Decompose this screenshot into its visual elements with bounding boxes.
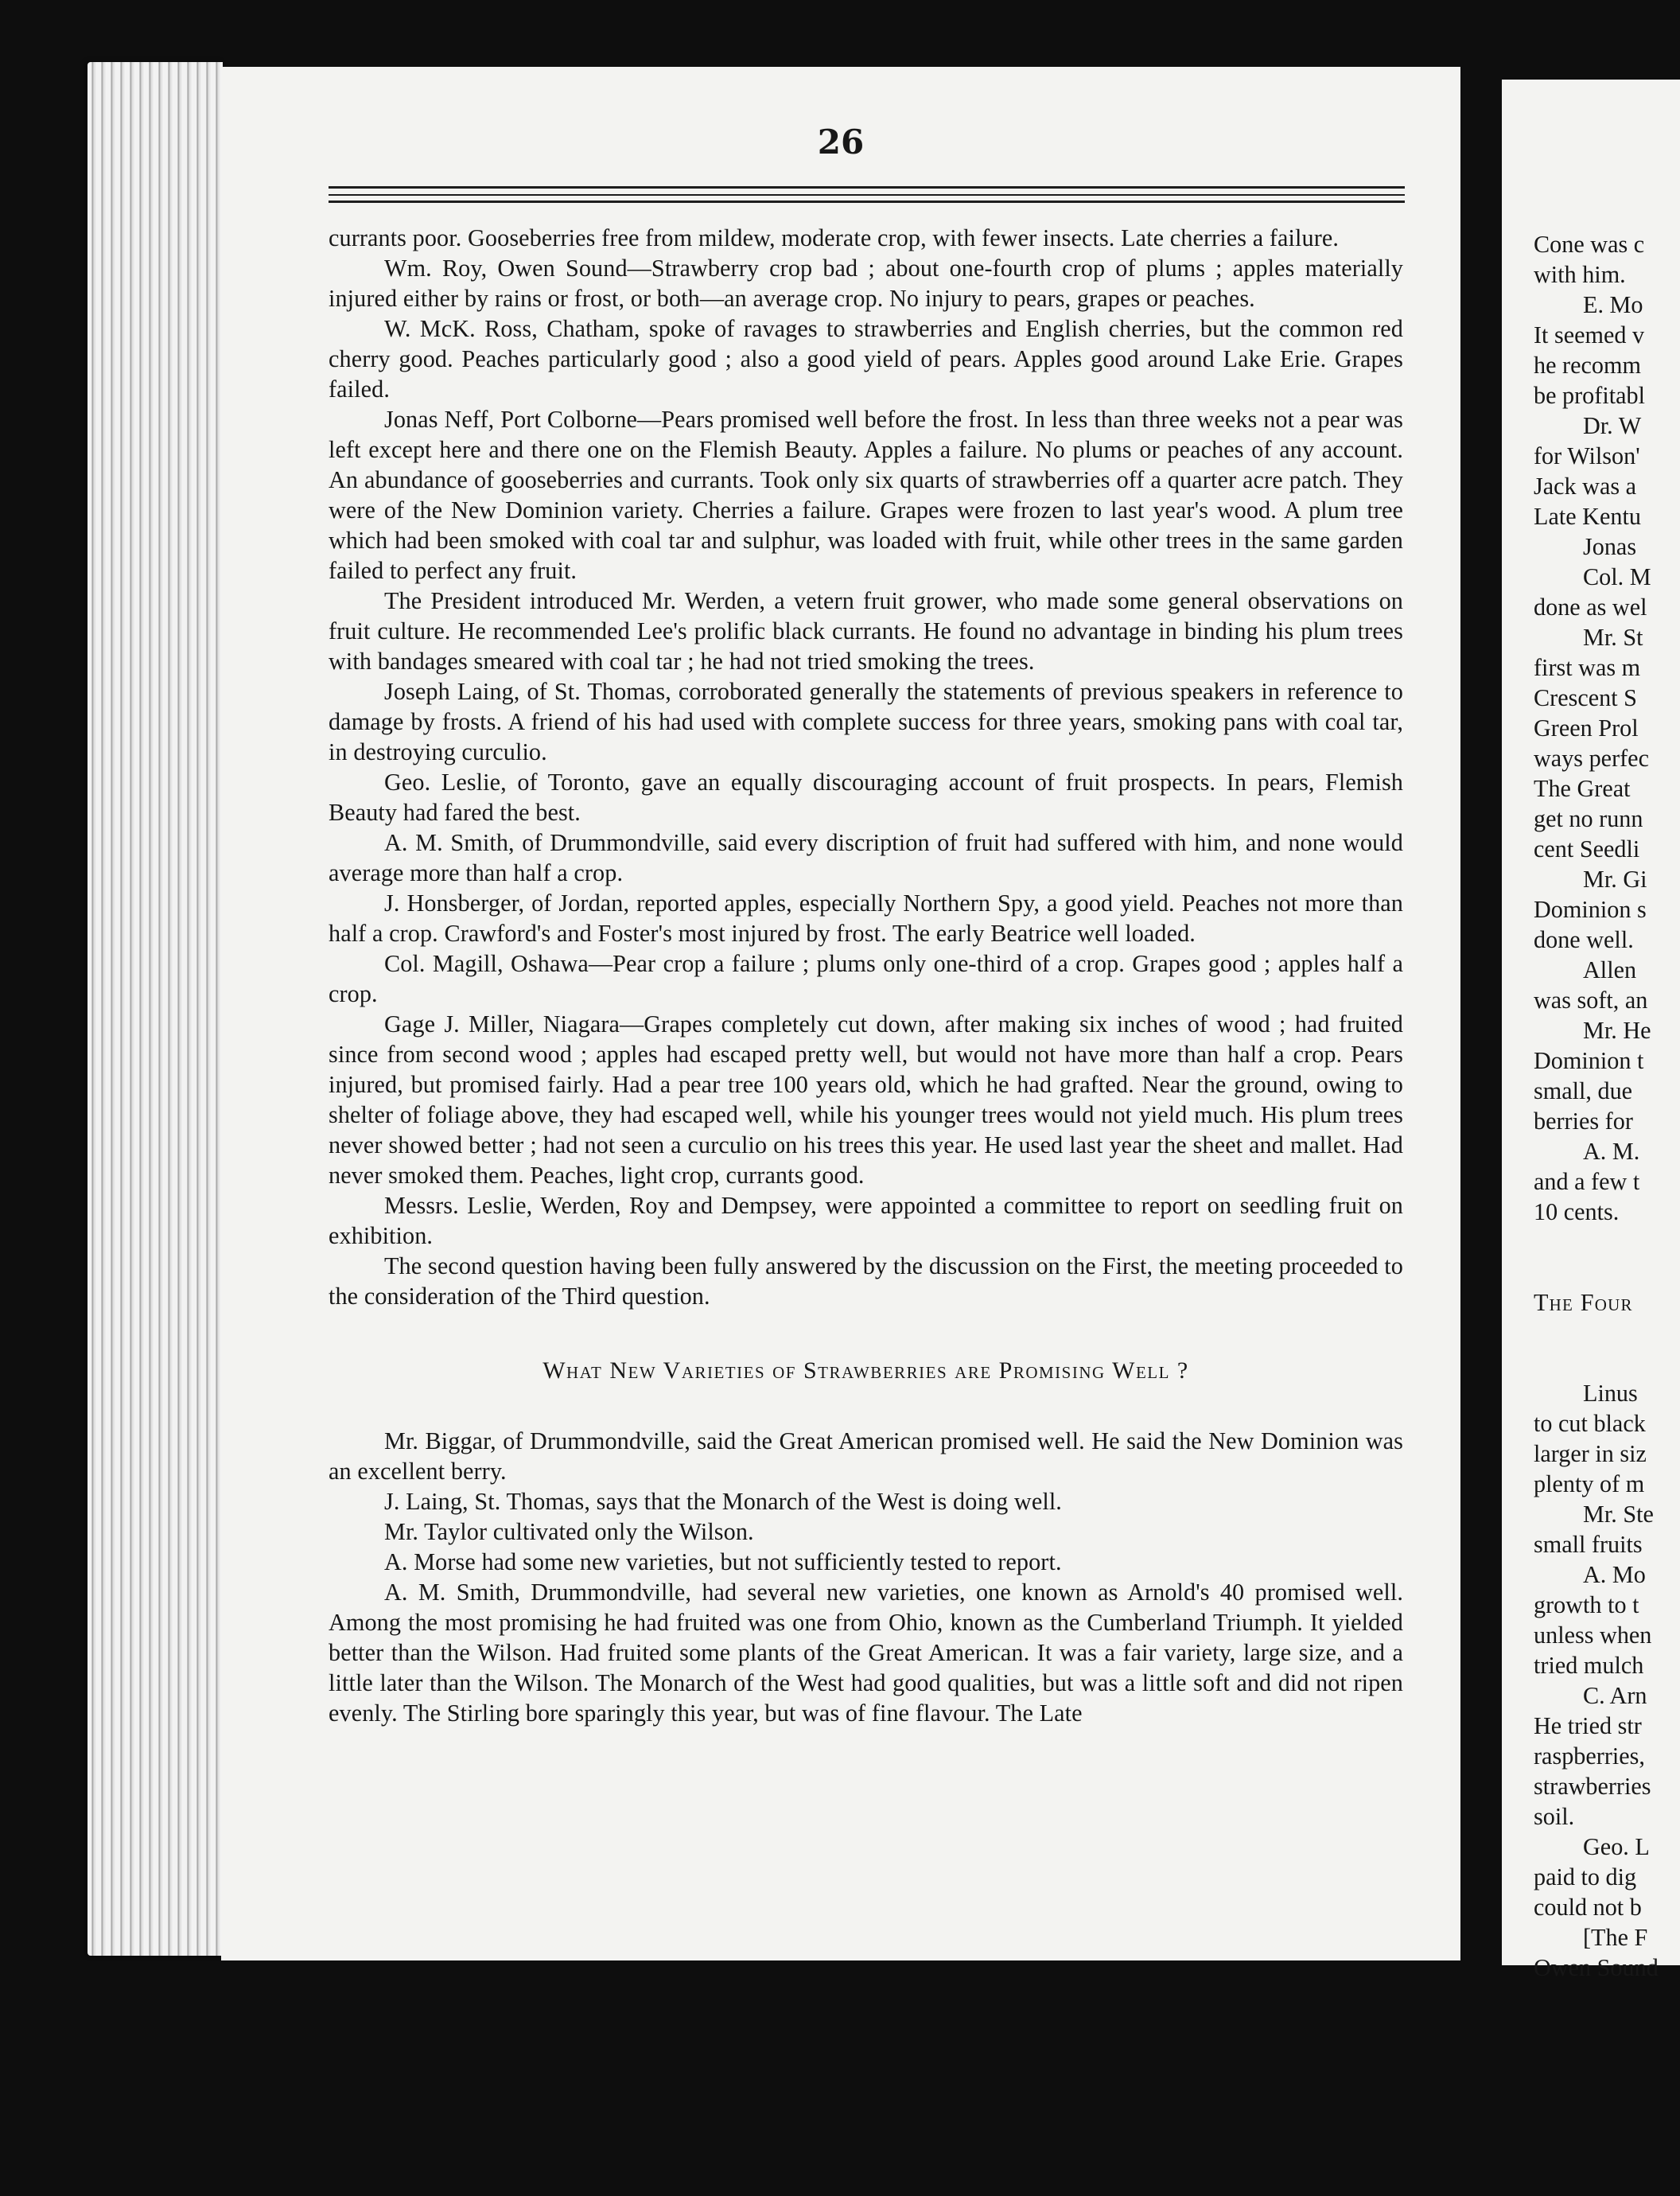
paragraph: J. Laing, St. Thomas, says that the Monarch of the West is doing well. xyxy=(384,1488,1062,1515)
right-page-line: Late Kentu xyxy=(1534,503,1641,530)
right-page-line: berries for xyxy=(1534,1108,1633,1135)
right-page-line: tried mulch xyxy=(1534,1652,1644,1679)
right-page-line: E. Mo xyxy=(1583,291,1643,318)
paragraph: Mr. Taylor cultivated only the Wilson. xyxy=(384,1518,754,1545)
right-page-line: Green Prol xyxy=(1534,714,1639,742)
right-page-line: Geo. L xyxy=(1583,1833,1650,1860)
right-page-line: Cone was c xyxy=(1534,231,1645,258)
right-page-line: strawberries xyxy=(1534,1773,1651,1800)
paragraph: Gage J. Miller, Niagara—Grapes completely cut down, after making six inches of wood ; had fruited since from second wood ; apples had escaped pretty well, but would not have more than half a crop. Pears injured, but promised fairly. Had a pear tree 100 years old, which he had grafted. Near the ground, owing to shelter of foliage above, they had escaped well, while his younger trees would not yield much. His plum trees never showed better ; had not seen a curculio on his trees this year. He used last year the sheet and mallet. Had never smoked them. Peaches, light crop, currants good. xyxy=(329,1010,1403,1189)
paragraph: currants poor. Gooseberries free from mildew, moderate crop, with fewer insects. Late cherries a failure. xyxy=(329,224,1340,251)
paragraph: W. McK. Ross, Chatham, spoke of ravages to strawberries and English cherries, but the common red cherry good. Peaches particularly good ; also a good yield of pears. Apples good around Lake Erie. Grapes failed. xyxy=(329,315,1403,403)
right-page-line: A. Mo xyxy=(1583,1561,1646,1588)
right-page-text xyxy=(1534,229,1680,1983)
right-page-line: was soft, an xyxy=(1534,987,1648,1014)
header-rule-bottom xyxy=(329,201,1405,203)
right-page-line: He tried str xyxy=(1534,1712,1642,1739)
right-page-line: Col. M xyxy=(1583,563,1651,590)
right-page-line: small, due xyxy=(1534,1077,1633,1104)
right-page-line: Dr. W xyxy=(1583,412,1642,439)
left-page xyxy=(221,67,1460,1960)
right-page-line: The Great xyxy=(1534,775,1631,802)
right-page-line: ways perfec xyxy=(1534,745,1649,772)
right-page-line: unless when xyxy=(1534,1622,1652,1649)
right-page-line: paid to dig xyxy=(1534,1863,1637,1890)
right-page-line: larger in siz xyxy=(1534,1440,1647,1467)
paragraph: A. M. Smith, of Drummondville, said every discription of fruit had suffered with him, and none would average more than half a crop. xyxy=(329,829,1403,886)
right-page-line: Owen Sound xyxy=(1534,1954,1659,1981)
right-page-line: be profitabl xyxy=(1534,382,1645,409)
right-page-line: plenty of m xyxy=(1534,1470,1645,1497)
right-page-line: for Wilson' xyxy=(1534,442,1640,469)
paragraph: Mr. Biggar, of Drummondville, said the Great American promised well. He said the New Dominion was an excellent berry. xyxy=(329,1427,1403,1485)
header-rule-middle xyxy=(329,194,1405,196)
right-page-line: done well. xyxy=(1534,926,1634,953)
right-page-line: Crescent S xyxy=(1534,684,1637,711)
right-page-line: he recomm xyxy=(1534,352,1641,379)
right-page-line: Mr. Ste xyxy=(1583,1501,1654,1528)
paragraph: Joseph Laing, of St. Thomas, corroborated generally the statements of previous speakers in reference to damage by frosts. A friend of his had used with complete success for three years, smoking pans with coal tar, in destroying curculio. xyxy=(329,678,1403,765)
right-page-line: A. M. xyxy=(1583,1138,1640,1165)
section-heading: What New Varieties of Strawberries are Promising Well ? xyxy=(542,1357,1189,1384)
right-page-line: Dominion t xyxy=(1534,1047,1644,1074)
paragraph: J. Honsberger, of Jordan, reported apples, especially Northern Spy, a good yield. Peaches not more than half a crop. Crawford's and Foster's most injured by frost. The early Beatrice well loaded. xyxy=(329,890,1403,947)
paragraph: A. M. Smith, Drummondville, had several new varieties, one known as Arnold's 40 promised well. Among the most promising he had fruited was one from Ohio, known as the Cumberland Triumph. It yielded better than the Wilson. Had fruited some plants of the Great American. It was a fair variety, large size, and a little later than the Wilson. The Monarch of the West had good qualities, but was a little soft and did not ripen evenly. The Stirling bore sparingly this year, but was of fine flavour. The Late xyxy=(329,1579,1403,1727)
right-page-fragment xyxy=(1502,80,1680,1981)
right-page-line: 10 cents. xyxy=(1534,1198,1620,1225)
page-number: 26 xyxy=(817,123,865,162)
right-page-line: done as wel xyxy=(1534,594,1647,621)
header-rule-top xyxy=(329,186,1405,189)
right-page-line: first was m xyxy=(1534,654,1641,681)
paragraph: The second question having been fully answered by the discussion on the First, the meeting proceeded to the consideration of the Third question. xyxy=(329,1252,1403,1310)
book-page-edges xyxy=(88,62,223,1956)
paragraph: Geo. Leslie, of Toronto, gave an equally discouraging account of fruit prospects. In pears, Flemish Beauty had fared the best. xyxy=(329,769,1403,826)
right-page-line: growth to t xyxy=(1534,1591,1639,1618)
right-page-line: Jack was a xyxy=(1534,473,1637,500)
right-page-line: cent Seedli xyxy=(1534,835,1640,862)
paragraph: A. Morse had some new varieties, but not sufficiently tested to report. xyxy=(384,1548,1062,1575)
right-page-line: Mr. St xyxy=(1583,624,1643,651)
page-body xyxy=(329,223,1403,1728)
paragraph: Messrs. Leslie, Werden, Roy and Dempsey, were appointed a committee to report on seedling fruit on exhibition. xyxy=(329,1192,1403,1249)
right-page-line: with him. xyxy=(1534,261,1626,288)
right-page-line: C. Arn xyxy=(1583,1682,1647,1709)
right-page-line: [The F xyxy=(1583,1924,1648,1951)
right-page-line: to cut black xyxy=(1534,1410,1646,1437)
right-page-line: Mr. Gi xyxy=(1583,866,1647,893)
right-page-line: get no runn xyxy=(1534,805,1643,832)
right-page-line: Allen xyxy=(1583,956,1637,983)
right-page-line: soil. xyxy=(1534,1803,1575,1830)
paragraph: The President introduced Mr. Werden, a vetern fruit grower, who made some general observations on fruit culture. He recommended Lee's prolific black currants. He found no advantage in binding his plum trees with bandages smeared with coal tar ; he had not tried smoking the trees. xyxy=(329,587,1403,675)
right-page-line: The Four xyxy=(1534,1289,1633,1316)
right-page-line: could not b xyxy=(1534,1894,1642,1921)
right-page-line: Mr. He xyxy=(1583,1017,1651,1044)
right-page-line: It seemed v xyxy=(1534,321,1645,348)
paragraph: Col. Magill, Oshawa—Pear crop a failure ; plums only one-third of a crop. Grapes good ; apples half a crop. xyxy=(329,950,1403,1007)
paragraph: Jonas Neff, Port Colborne—Pears promised well before the frost. In less than three weeks not a pear was left except here and there one on the Flemish Beauty. Apples a failure. No plums or peaches of any account. An abundance of gooseberries and currants. Took only six quarts of strawberries off a quarter acre patch. They were of the New Dominion variety. Cherries a failure. Grapes were frozen to last year's wood. A plum tree which had been smoked with coal tar and sulphur, was loaded with fruit, while other trees in the same garden failed to perfect any fruit. xyxy=(329,406,1403,584)
right-page-line: small fruits xyxy=(1534,1531,1643,1558)
right-page-line: and a few t xyxy=(1534,1168,1640,1195)
right-page-line: raspberries, xyxy=(1534,1742,1645,1770)
paragraph: Wm. Roy, Owen Sound—Strawberry crop bad ; about one-fourth crop of plums ; apples materially injured either by rains or frost, or both—an average crop. No injury to pears, grapes or peaches. xyxy=(329,255,1403,312)
right-page-line: Dominion s xyxy=(1534,896,1647,923)
right-page-line: Jonas xyxy=(1583,533,1637,560)
right-page-line: Linus xyxy=(1583,1380,1638,1407)
